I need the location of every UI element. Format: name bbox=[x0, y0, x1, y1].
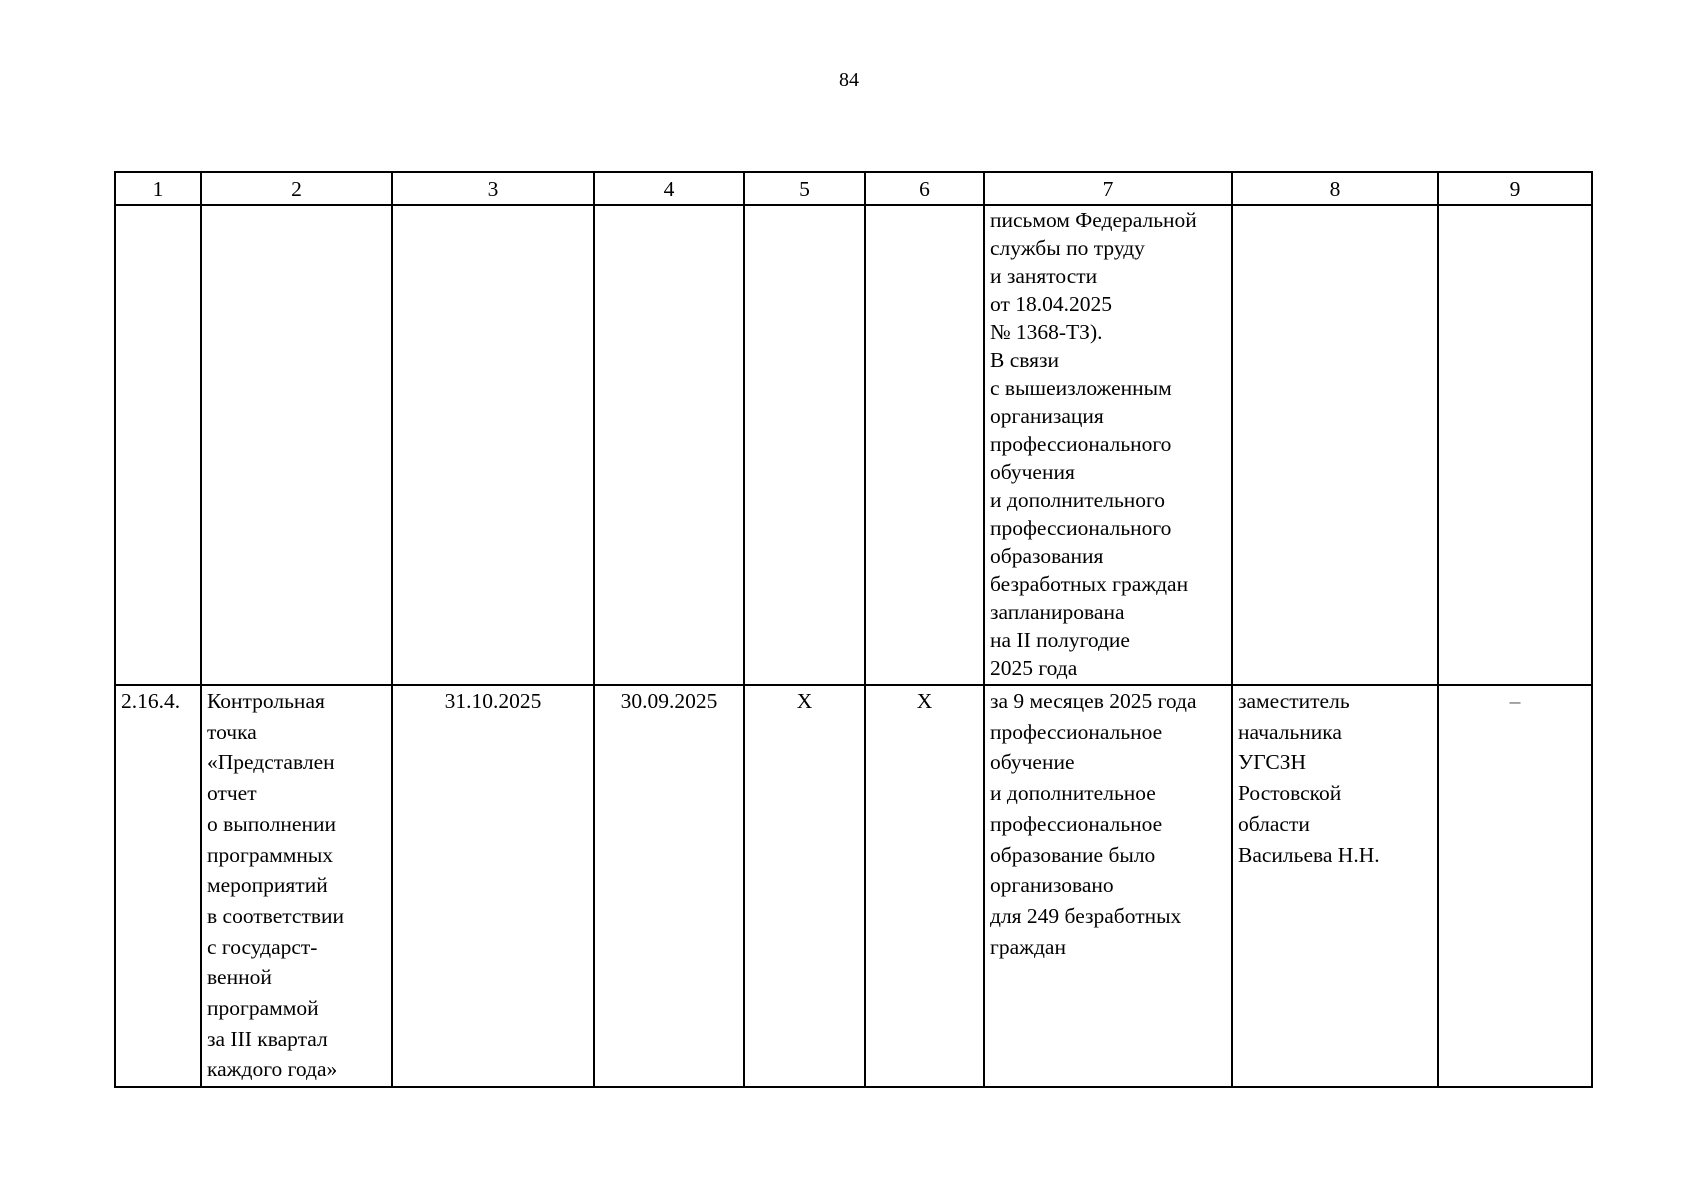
text-line: образование было bbox=[990, 842, 1156, 867]
text-line: с вышеизложенным bbox=[990, 376, 1172, 400]
text-line: безработных граждан bbox=[990, 572, 1189, 596]
text-line: и дополнительного bbox=[990, 488, 1166, 512]
header-col-3: 3 bbox=[392, 172, 594, 205]
header-col-6: 6 bbox=[865, 172, 984, 205]
text-line: профессионального bbox=[990, 432, 1172, 456]
text-line: для 249 безработных bbox=[990, 903, 1182, 928]
text-line: службы по труду bbox=[990, 236, 1145, 260]
text-line: от 18.04.2025 bbox=[990, 292, 1112, 316]
plan-table bbox=[114, 171, 1593, 1088]
header-col-9: 9 bbox=[1438, 172, 1592, 205]
cell-empty bbox=[1232, 205, 1438, 685]
cell-empty bbox=[865, 205, 984, 685]
cell-empty bbox=[115, 205, 201, 685]
text-line: профессионального bbox=[990, 516, 1172, 540]
text-line: программных bbox=[207, 842, 334, 867]
text-line: УГСЗН bbox=[1238, 750, 1307, 775]
text-line: о выполнении bbox=[207, 811, 336, 836]
header-col-7: 7 bbox=[984, 172, 1232, 205]
text-line: и занятости bbox=[990, 264, 1098, 288]
cell-empty bbox=[201, 205, 392, 685]
text-line: Ростовской bbox=[1238, 781, 1342, 806]
text-line: «Представлен bbox=[207, 750, 335, 775]
header-col-1: 1 bbox=[115, 172, 201, 205]
col9-dash: – bbox=[1438, 685, 1592, 1087]
text-line: организация bbox=[990, 404, 1104, 428]
col5-mark: Х bbox=[744, 685, 865, 1087]
text-line: точка bbox=[207, 719, 257, 744]
item-number: 2.16.4. bbox=[115, 685, 201, 1087]
text-line: и дополнительное bbox=[990, 781, 1156, 806]
text-line: Васильева Н.Н. bbox=[1238, 842, 1380, 867]
text-line: отчет bbox=[207, 781, 257, 806]
responsible-cell bbox=[1232, 685, 1438, 1087]
table-row-2-16-4 bbox=[115, 685, 1592, 1087]
text-line: организовано bbox=[990, 873, 1114, 898]
header-col-5: 5 bbox=[744, 172, 865, 205]
text-line: в соответствии bbox=[207, 903, 345, 928]
cell-empty bbox=[744, 205, 865, 685]
text-line: образования bbox=[990, 544, 1104, 568]
text-line: запланирована bbox=[990, 600, 1125, 624]
cell-empty bbox=[594, 205, 744, 685]
planned-date: 31.10.2025 bbox=[392, 685, 594, 1087]
text-line: заместитель bbox=[1238, 689, 1350, 713]
table-row-continuation bbox=[115, 205, 1592, 685]
result-cell bbox=[984, 685, 1232, 1087]
text-line: граждан bbox=[990, 934, 1066, 959]
text-line: на II полугодие bbox=[990, 628, 1130, 652]
text-line: 2025 года bbox=[990, 656, 1078, 680]
text-line: письмом Федеральной bbox=[990, 208, 1197, 232]
header-row bbox=[115, 172, 1592, 205]
item-name-cell bbox=[201, 685, 392, 1087]
text-line: за III квартал bbox=[207, 1026, 328, 1051]
col6-mark: Х bbox=[865, 685, 984, 1087]
text-line: начальника bbox=[1238, 719, 1342, 744]
header-col-2: 2 bbox=[201, 172, 392, 205]
text-line: № 1368-ТЗ). bbox=[990, 320, 1103, 344]
text-line: Контрольная bbox=[207, 689, 325, 713]
cell-empty bbox=[392, 205, 594, 685]
text-line: обучения bbox=[990, 460, 1075, 484]
actual-date: 30.09.2025 bbox=[594, 685, 744, 1087]
header-col-4: 4 bbox=[594, 172, 744, 205]
page-number: 84 bbox=[839, 69, 859, 91]
text-line: с государст- bbox=[207, 934, 318, 959]
text-line: профессиональное bbox=[990, 719, 1163, 744]
cell-empty bbox=[1438, 205, 1592, 685]
text-line: за 9 месяцев 2025 года bbox=[990, 689, 1197, 713]
text-line: В связи bbox=[990, 348, 1060, 372]
text-line: обучение bbox=[990, 750, 1075, 775]
text-line: венной bbox=[207, 965, 272, 990]
text-line: программой bbox=[207, 996, 319, 1021]
text-line: области bbox=[1238, 811, 1310, 836]
header-col-8: 8 bbox=[1232, 172, 1438, 205]
text-line: профессиональное bbox=[990, 811, 1163, 836]
text-line: каждого года» bbox=[207, 1057, 338, 1082]
text-line: мероприятий bbox=[207, 873, 328, 898]
continuation-result-cell bbox=[984, 205, 1232, 685]
